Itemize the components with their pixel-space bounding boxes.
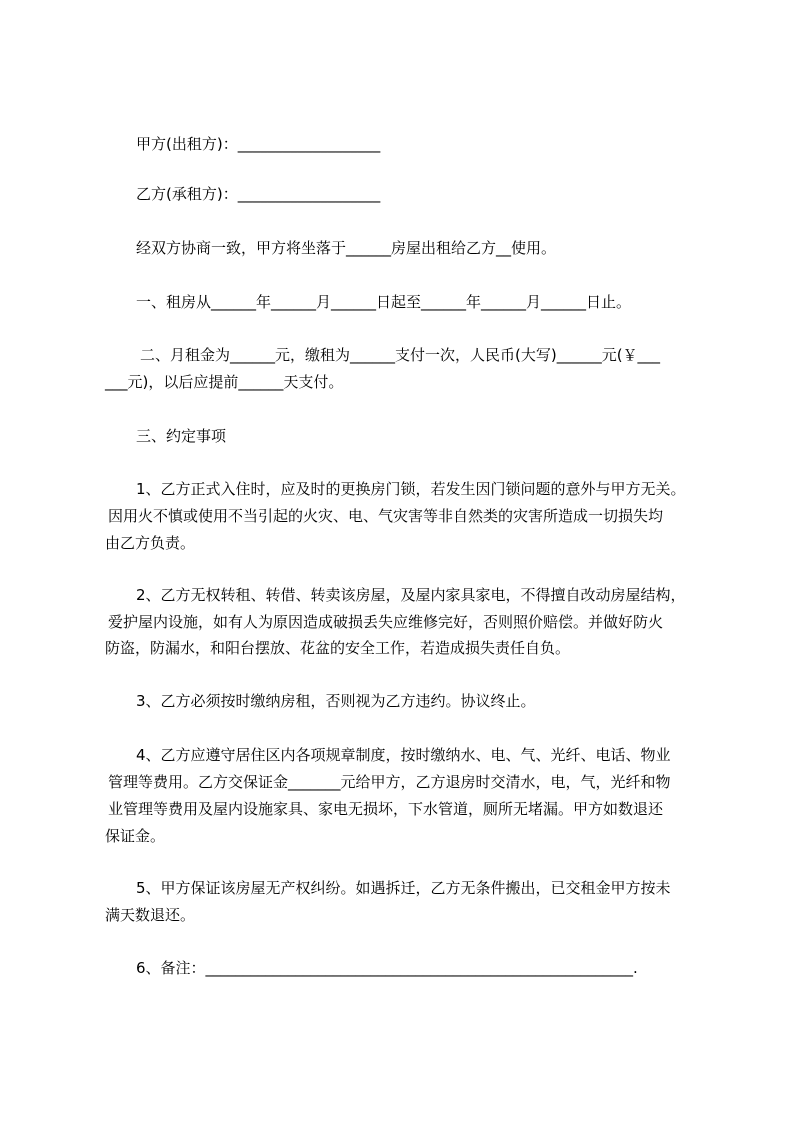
clause-2-rent-line-1: 二、月租金为______元，缴租为______支付一次，人民币(大写)______元(￥___: [140, 346, 661, 364]
intro-paragraph: 经双方协商一致，甲方将坐落于______房屋出租给乙方__使用。: [136, 239, 557, 257]
item-1-line-1: 1、乙方正式入住时，应及时的更换房门锁，若发生因门锁问题的意外与甲方无关。: [136, 480, 686, 498]
item-6-remarks: 6、备注：_________________________________________________________.: [136, 959, 638, 977]
item-3-line: 3、乙方必须按时缴纳房租，否则视为乙方违约。协议终止。: [136, 692, 536, 710]
item-2-line-3: 防盗，防漏水，和阳台摆放、花盆的安全工作，若造成损失责任自负。: [105, 639, 571, 657]
item-1-line-2: 因用火不慎或使用不当引起的火灾、电、气灾害等非自然类的灾害所造成一切损失均: [108, 507, 664, 525]
item-1-line-3: 由乙方负责。: [105, 534, 196, 552]
clause-1-rental-period: 一、租房从______年______月______日起至______年______月______日止。: [136, 293, 632, 311]
item-4-line-1: 4、乙方应遵守居住区内各项规章制度，按时缴纳水、电、气、光纤、电话、物业: [136, 746, 671, 764]
party-a-line: 甲方(出租方)：___________________: [136, 135, 381, 153]
item-5-line-2: 满天数退还。: [105, 906, 196, 924]
item-4-line-2: 管理等费用。乙方交保证金_______元给甲方，乙方退房时交清水，电，气，光纤和物: [108, 773, 671, 791]
item-5-line-1: 5、甲方保证该房屋无产权纠纷。如遇拆迁，乙方无条件搬出，已交租金甲方按未: [136, 879, 671, 897]
clause-2-rent-line-2: ___元)，以后应提前______天支付。: [105, 373, 344, 391]
party-b-line: 乙方(承租方)：___________________: [136, 185, 381, 203]
item-4-line-3: 业管理等费用及屋内设施家具、家电无损坏，下水管道，厕所无堵漏。甲方如数退还: [108, 800, 664, 818]
clause-3-heading: 三、约定事项: [136, 427, 227, 445]
item-2-line-1: 2、乙方无权转租、转借、转卖该房屋，及屋内家具家电，不得擅自改动房屋结构，: [136, 586, 686, 604]
item-2-line-2: 爱护屋内设施，如有人为原因造成破损丢失应维修完好，否则照价赔偿。并做好防火: [108, 613, 664, 631]
item-4-line-4: 保证金。: [105, 827, 166, 845]
